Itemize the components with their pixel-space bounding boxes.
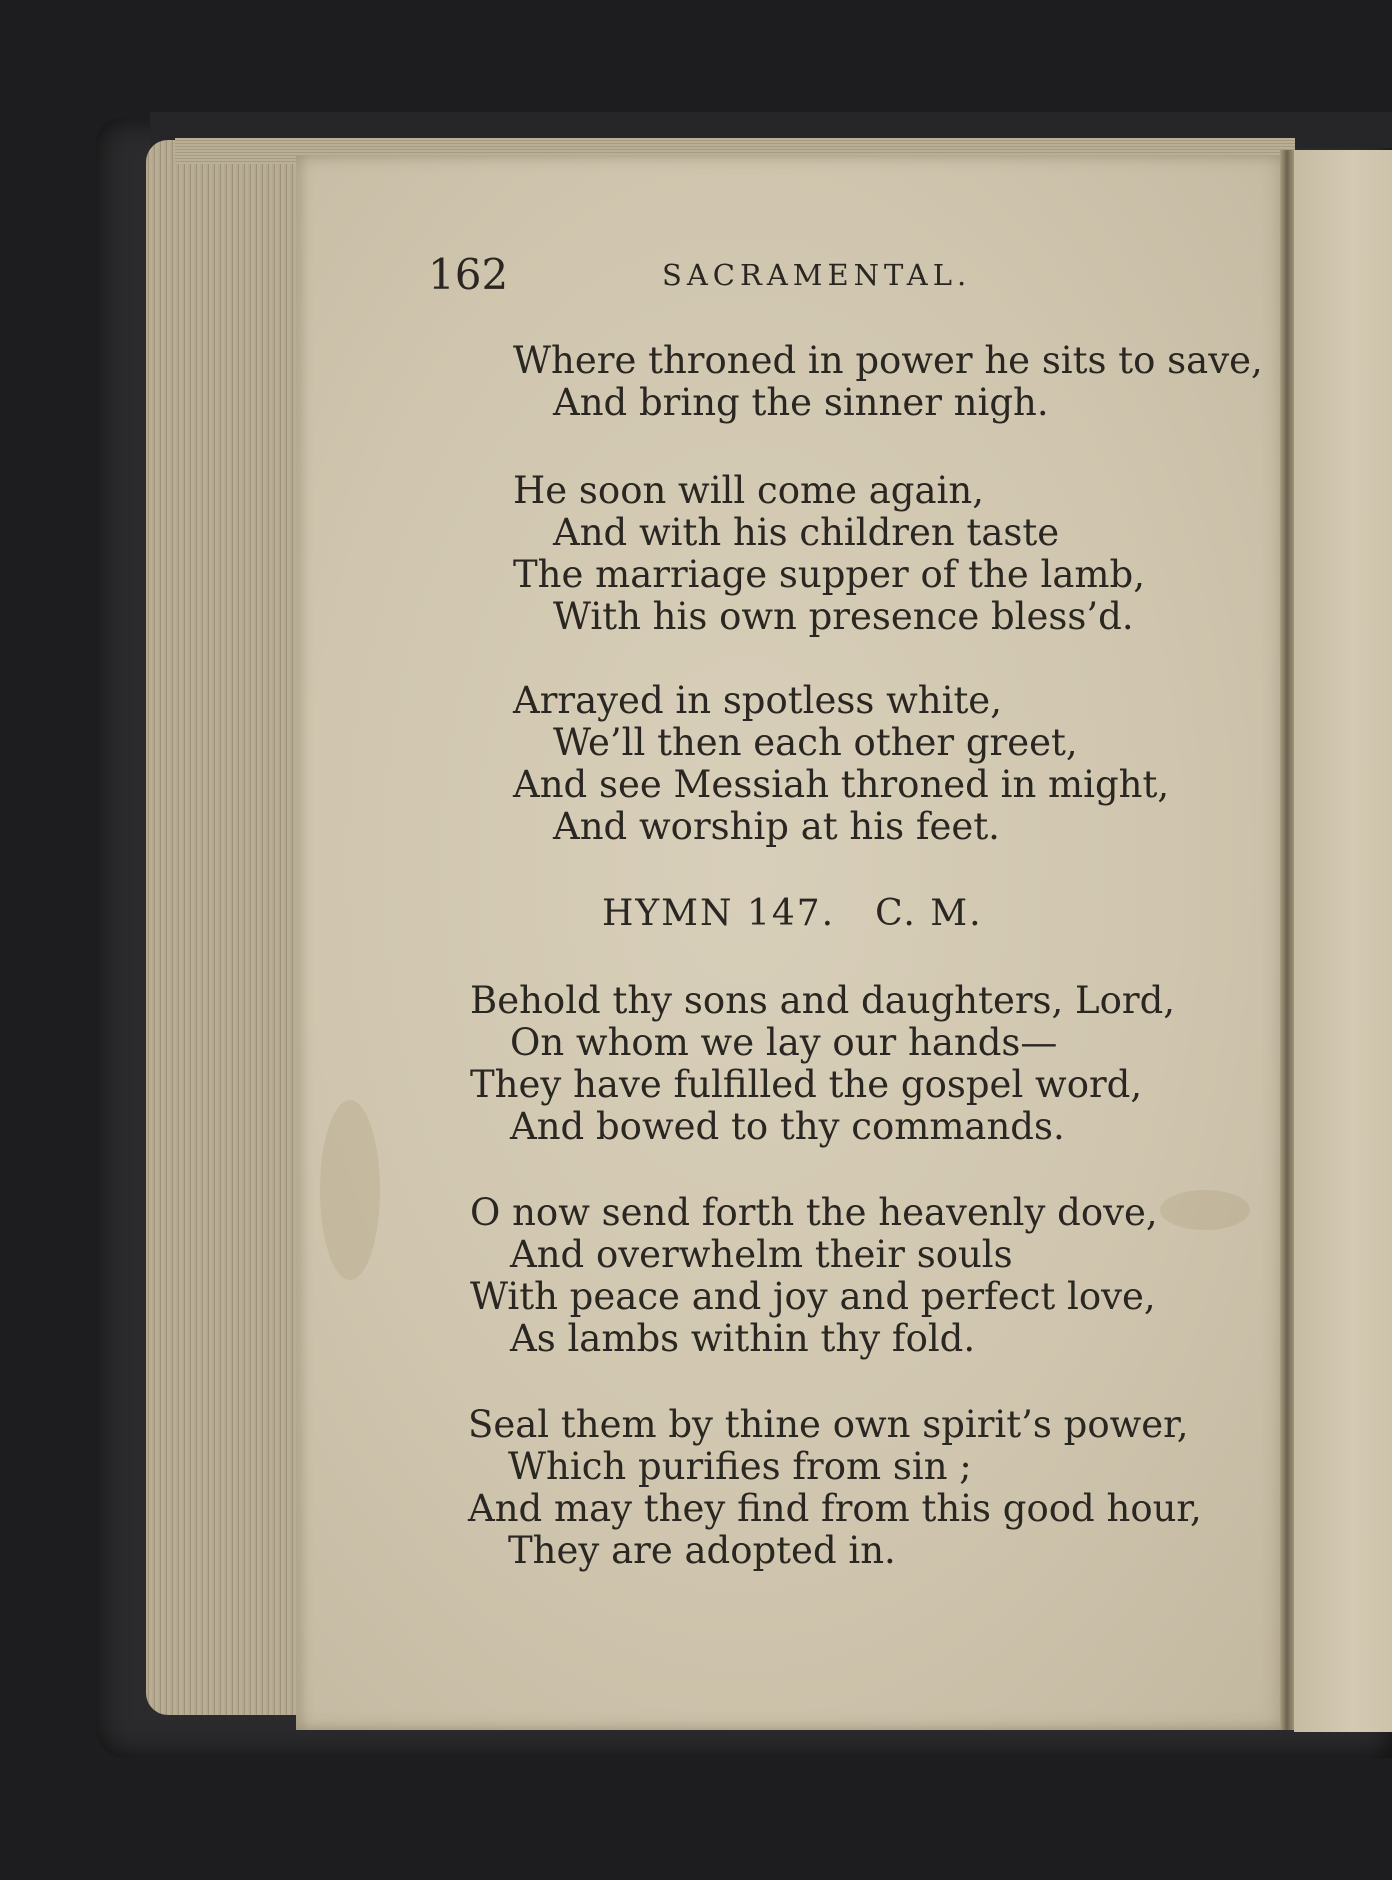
verse-line: And bring the sinner nigh.: [553, 381, 1049, 424]
verse-line: Where throned in power he sits to save,: [513, 339, 1263, 382]
verse-line: And may they find from this good hour,: [468, 1487, 1202, 1530]
right-page-sliver: [1294, 150, 1392, 1732]
hymn-title: [602, 893, 983, 934]
page-number: 162: [428, 250, 509, 299]
verse-line: We’ll then each other greet,: [553, 721, 1078, 764]
hymn-number: HYMN 147.: [602, 893, 836, 934]
verse-line: Arrayed in spotless white,: [513, 679, 1002, 722]
page-stain: [320, 1100, 380, 1280]
verse-line: As lambs within thy fold.: [510, 1317, 976, 1360]
stanza: [468, 1404, 1202, 1572]
verse-line: The marriage supper of the lamb,: [513, 553, 1145, 596]
verse-line: On whom we lay our hands—: [510, 1021, 1058, 1064]
page-stain: [1160, 1190, 1250, 1230]
verse-line: And overwhelm their souls: [510, 1233, 1013, 1276]
verse-line: And worship at his feet.: [553, 805, 1000, 848]
verse-line: Which purifies from sin ;: [508, 1445, 972, 1488]
page-edges: [146, 140, 306, 1715]
verse-line: He soon will come again,: [513, 469, 984, 512]
hymn-meter: C. M.: [875, 893, 983, 934]
verse-line: O now send forth the heavenly dove,: [470, 1191, 1158, 1234]
verse-line: They have fulfilled the gospel word,: [470, 1063, 1143, 1106]
verse-line: And bowed to thy commands.: [510, 1105, 1065, 1148]
page-header: [428, 250, 1008, 300]
verse-line: And see Messiah throned in might,: [513, 763, 1170, 806]
running-head: SACRAMENTAL.: [662, 258, 972, 292]
verse-line: They are adopted in.: [508, 1529, 896, 1572]
stanza: [513, 340, 1263, 424]
stanza: [513, 680, 1169, 848]
stanza: [470, 980, 1175, 1148]
verse-line: With peace and joy and perfect love,: [470, 1275, 1156, 1318]
verse-line: With his own presence bless’d.: [553, 595, 1134, 638]
verse-line: And with his children taste: [553, 511, 1060, 554]
stanza: [470, 1192, 1158, 1360]
verse-line: Behold thy sons and daughters, Lord,: [470, 979, 1176, 1022]
stanza: [513, 470, 1145, 638]
book-gutter: [1280, 150, 1294, 1730]
verse-line: Seal them by thine own spirit’s power,: [468, 1403, 1189, 1446]
